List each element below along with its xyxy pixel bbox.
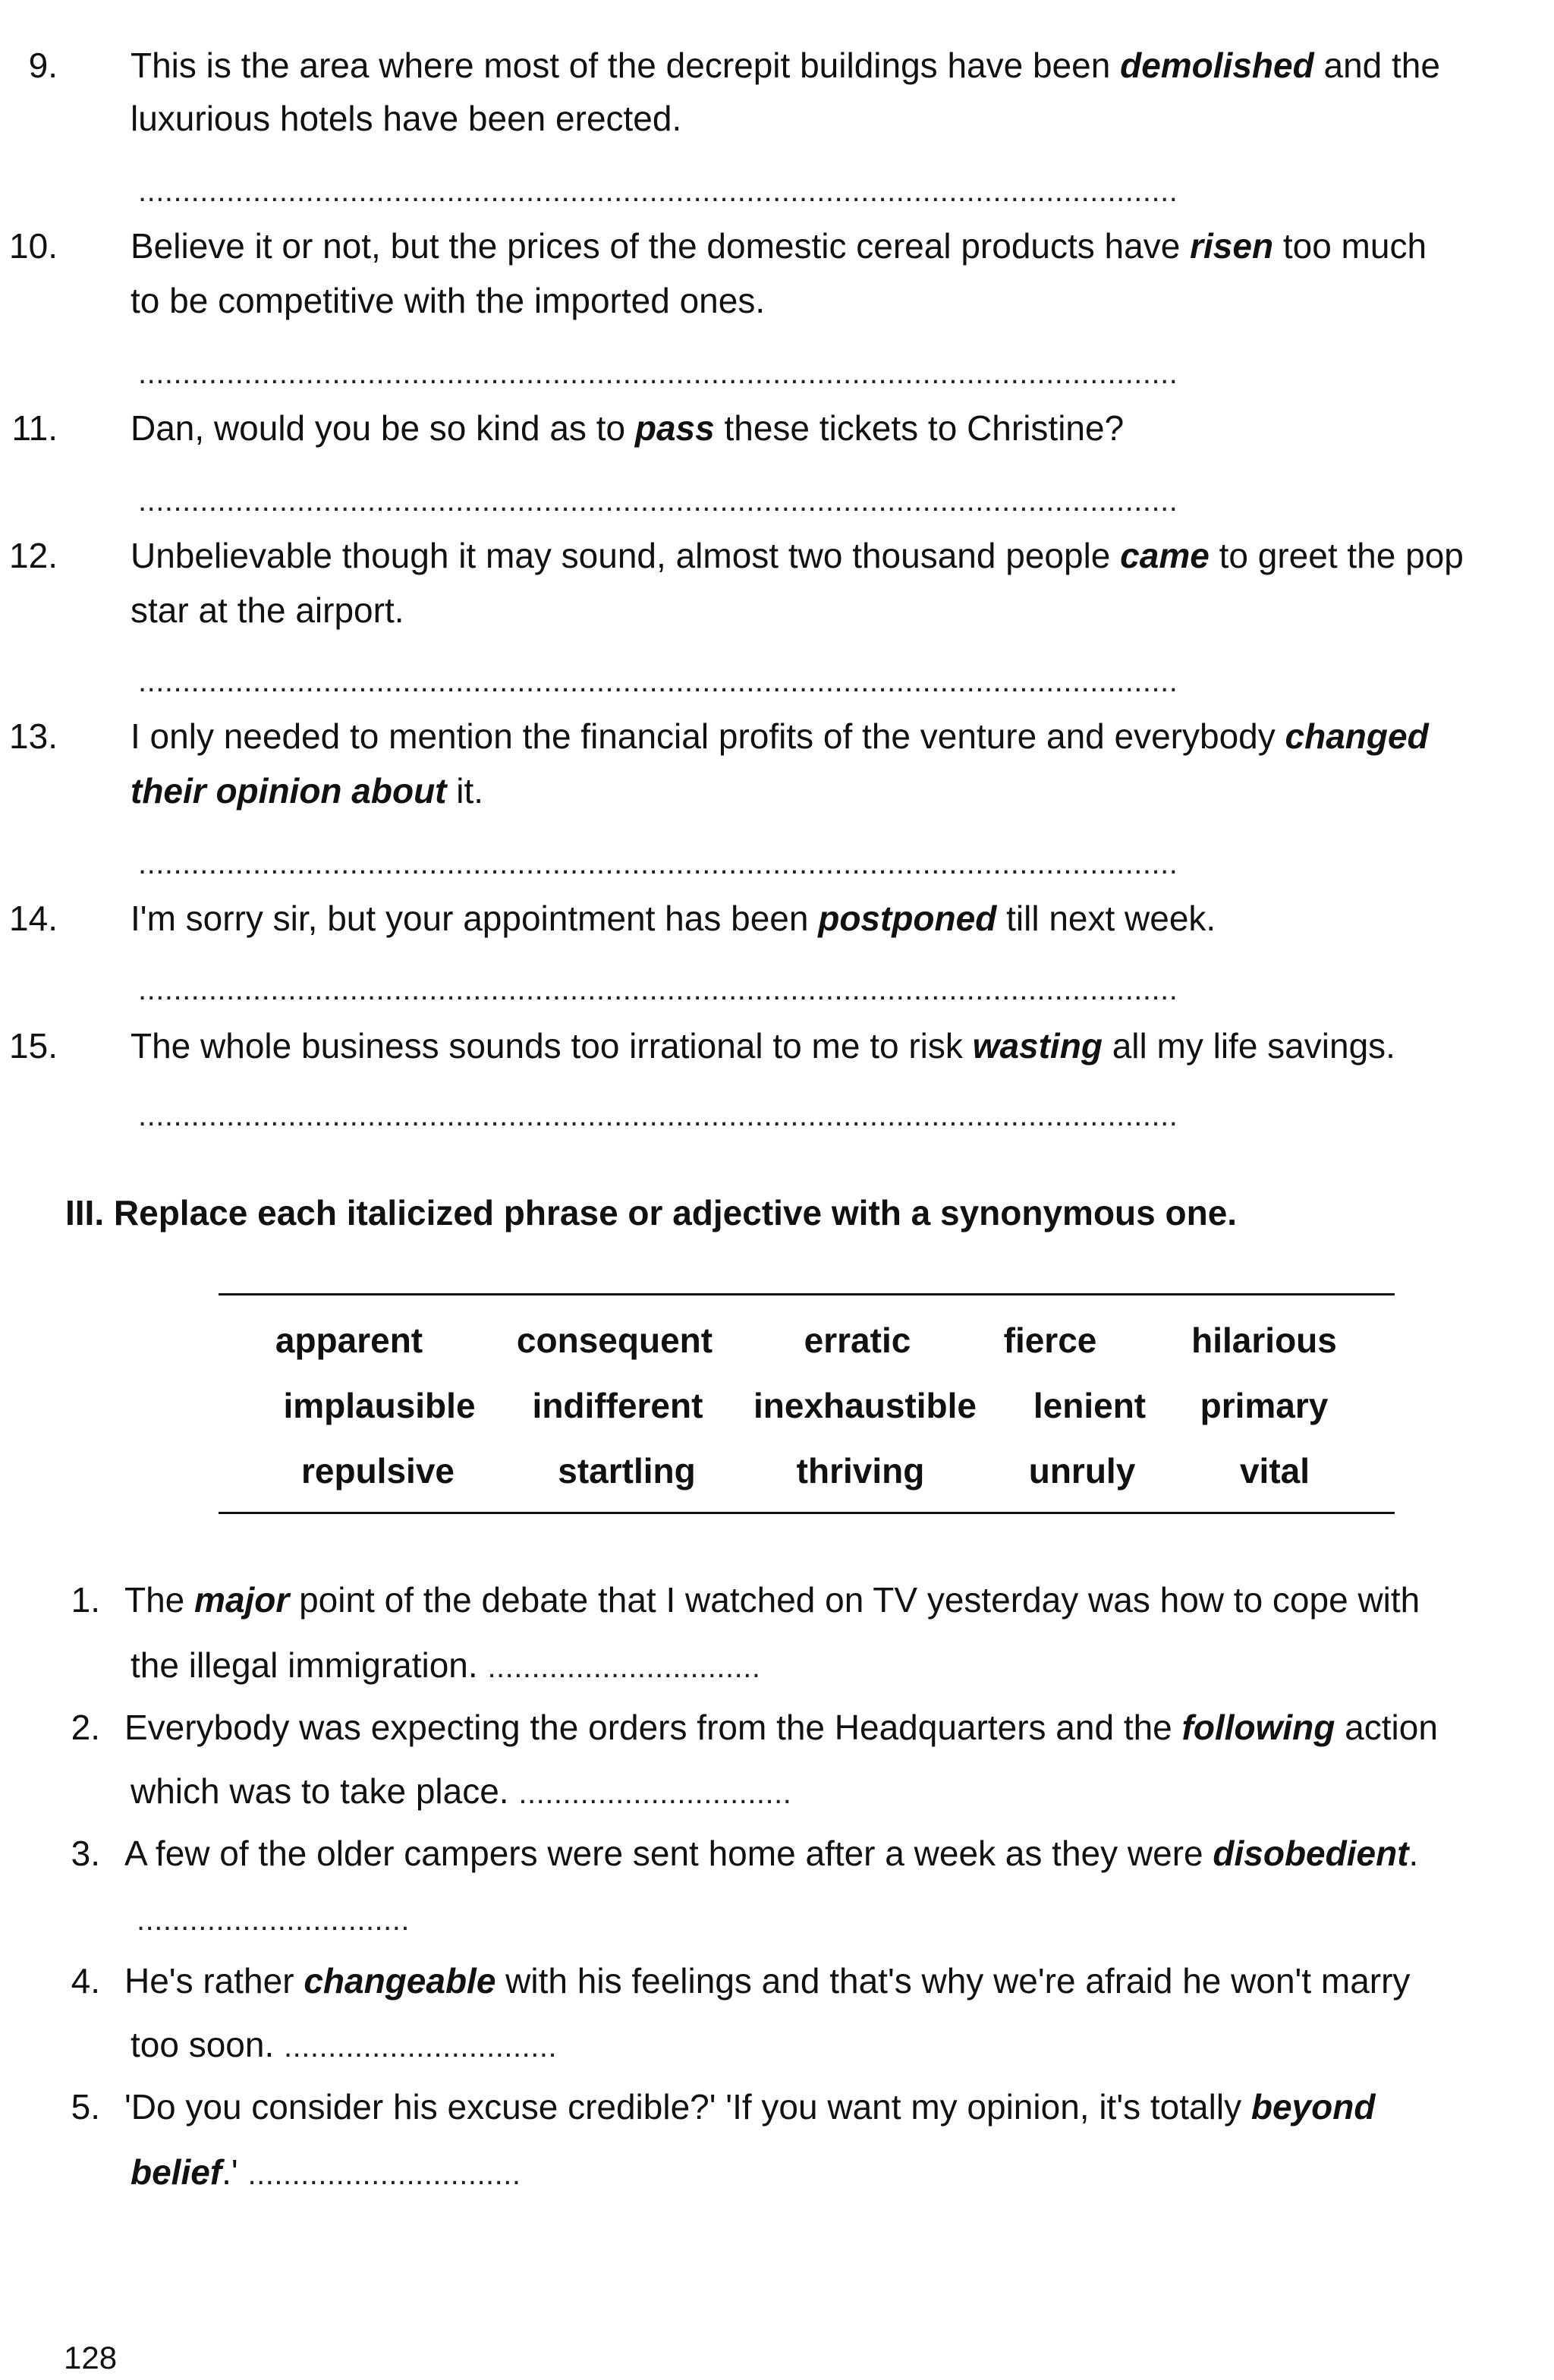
word-box-item: fierce — [1003, 1321, 1097, 1360]
item-number: 15. — [9, 1026, 58, 1066]
answer-line[interactable]: ...................................................................................................................... — [138, 848, 1178, 879]
answer-line[interactable]: ............................... — [518, 1777, 792, 1810]
italic-keyword: risen — [1190, 226, 1274, 266]
word-box-bottom-rule — [219, 1512, 1395, 1514]
word-box-item: primary — [1200, 1386, 1329, 1425]
section-heading: III. Replace each italicized phrase or adjective with a synonymous one. — [65, 1193, 1238, 1232]
word-box-item: repulsive — [301, 1451, 455, 1491]
item-text: He's rather changeable with his feelings and that's why we're afraid he won't marry — [124, 1961, 1411, 2001]
item-text: their opinion about it. — [131, 771, 484, 811]
italic-keyword: wasting — [972, 1026, 1103, 1066]
answer-line[interactable]: ...................................................................................................................... — [138, 974, 1178, 1005]
word-box-item: indifferent — [532, 1386, 703, 1425]
item-text: Dan, would you be so kind as to pass these tickets to Christine? — [131, 408, 1125, 448]
word-box-item: consequent — [516, 1321, 713, 1360]
item-number: 5. — [71, 2087, 100, 2127]
word-box-item: hilarious — [1191, 1321, 1337, 1360]
item-text: Believe it or not, but the prices of the domestic cereal products have risen too much — [131, 226, 1427, 266]
item-number: 2. — [71, 1708, 100, 1747]
answer-line[interactable]: ............................... — [284, 2030, 558, 2064]
item-number: 1. — [71, 1580, 100, 1620]
item-text: This is the area where most of the decrepit buildings have been demolished and the — [131, 46, 1440, 85]
word-box-top-rule — [219, 1293, 1395, 1295]
item-number: 3. — [71, 1834, 100, 1873]
item-number: 13. — [9, 716, 58, 756]
item-text: 'Do you consider his excuse credible?' 'If you want my opinion, it's totally beyond — [124, 2087, 1376, 2127]
item-number: 4. — [71, 1961, 100, 2001]
item-text: The whole business sounds too irrational to me to risk wasting all my life savings. — [131, 1026, 1395, 1066]
word-box-item: implausible — [283, 1386, 476, 1425]
italic-keyword: postponed — [818, 899, 997, 938]
answer-line[interactable]: ............................... — [247, 2158, 521, 2191]
item-number: 9. — [28, 46, 58, 85]
answer-line[interactable]: ...................................................................................................................... — [138, 176, 1178, 206]
italic-keyword: changed — [1285, 716, 1429, 756]
item-number: 10. — [9, 226, 58, 266]
word-box-item: vital — [1239, 1451, 1310, 1491]
word-box-item: apparent — [275, 1321, 423, 1360]
italic-keyword: following — [1181, 1708, 1335, 1747]
item-text: The major point of the debate that I watched on TV yesterday was how to cope with — [124, 1580, 1420, 1620]
italic-keyword: pass — [634, 408, 715, 448]
answer-line[interactable]: ............................... — [137, 1905, 411, 1935]
item-text: belief.' ............................... — [131, 2152, 521, 2192]
italic-keyword: changeable — [304, 1961, 496, 2001]
word-box-item: unruly — [1028, 1451, 1136, 1491]
word-box-item: erratic — [804, 1321, 911, 1360]
word-box-item: startling — [558, 1451, 696, 1491]
item-text: the illegal immigration. ............................... — [131, 1645, 761, 1685]
item-text: which was to take place. ............................... — [131, 1771, 792, 1811]
answer-line[interactable]: ...................................................................................................................... — [138, 1100, 1178, 1131]
item-number: 14. — [9, 899, 58, 938]
item-number: 12. — [9, 536, 58, 575]
italic-keyword: beyond — [1250, 2087, 1376, 2127]
word-box-item: thriving — [796, 1451, 925, 1491]
item-text: to be competitive with the imported ones. — [131, 281, 766, 320]
answer-line[interactable]: ............................... — [487, 1651, 761, 1684]
italic-keyword: demolished — [1120, 46, 1314, 85]
item-text: I'm sorry sir, but your appointment has been postponed till next week. — [131, 899, 1216, 938]
word-box-item: lenient — [1033, 1386, 1147, 1425]
item-text: Everybody was expecting the orders from the Headquarters and the following action — [124, 1708, 1438, 1747]
item-text: luxurious hotels have been erected. — [131, 99, 682, 138]
item-number: 11. — [11, 408, 58, 448]
answer-line[interactable]: ...................................................................................................................... — [138, 486, 1178, 516]
italic-keyword: belief — [131, 2152, 222, 2192]
item-text: I only needed to mention the financial profits of the venture and everybody changed — [131, 716, 1429, 756]
item-text: Unbelievable though it may sound, almost two thousand people came to greet the pop — [131, 536, 1464, 575]
page-number: 128 — [64, 2340, 118, 2375]
answer-line[interactable]: ...................................................................................................................... — [138, 358, 1178, 389]
italic-keyword: disobedient — [1213, 1834, 1409, 1873]
italic-keyword: came — [1120, 536, 1210, 575]
item-text: star at the airport. — [131, 590, 404, 630]
answer-line[interactable]: ...................................................................................................................... — [138, 666, 1178, 697]
item-text: too soon. ............................... — [131, 2025, 558, 2064]
item-text: A few of the older campers were sent home after a week as they were disobedient. — [124, 1834, 1419, 1873]
italic-keyword: major — [194, 1580, 290, 1620]
italic-keyword: their opinion about — [131, 771, 447, 811]
word-box-item: inexhaustible — [753, 1386, 977, 1425]
